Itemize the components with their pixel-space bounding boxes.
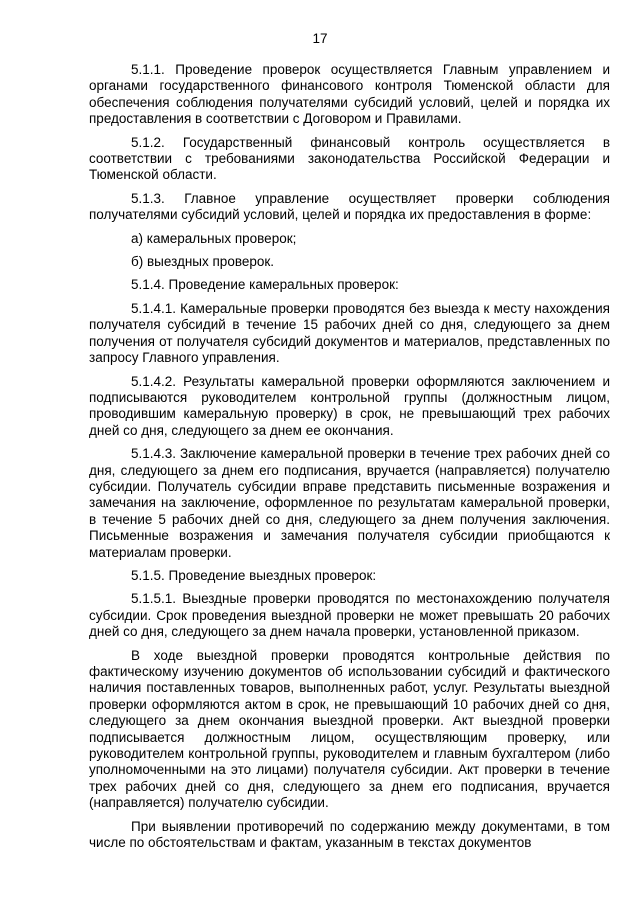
paragraph-5-1-5-1: 5.1.5.1. Выездные проверки проводятся по местонахождению получателя субсидии. Срок проведения выездной проверки не может превышать 20 рабочих дней со дня, следующего за днем начала проверки, установленной приказом. (89, 591, 610, 640)
paragraph-5-1-1: 5.1.1. Проведение проверок осуществляется Главным управлением и органами государственного финансового контроля Тюменской области для обеспечения соблюдения получателями субсидий условий, целей и порядка их предоставления в соответствии с Договором и Правилами. (89, 62, 610, 127)
list-item-a: а) камеральных проверок; (131, 230, 297, 246)
paragraph-5-1-3: 5.1.3. Главное управление осуществляет проверки соблюдения получателями субсидий условий, целей и порядка их предоставления в форме: (89, 190, 610, 223)
paragraph-5-1-4: 5.1.4. Проведение камеральных проверок: (131, 277, 399, 293)
paragraph-5-1-2: 5.1.2. Государственный финансовый контроль осуществляется в соответствии с требованиями законодательства Российской Федерации и Тюменской области. (89, 134, 610, 183)
list-item-b: б) выездных проверок. (131, 254, 275, 270)
paragraph-5-1-4-2: 5.1.4.2. Результаты камеральной проверки оформляются заключением и подписываются руководителем контрольной группы (должностным лицом, проводившим камеральную проверку) в срок, не превышающий трех рабочих дней со дня, следующего за днем ее окончания. (89, 373, 610, 438)
paragraph-5-1-5: 5.1.5. Проведение выездных проверок: (131, 567, 377, 583)
paragraph-5-1-4-3: 5.1.4.3. Заключение камеральной проверки в течение трех рабочих дней со дня, следующего за днем его подписания, вручается (направляется) получателю субсидии. Получатель субсидии вправе представить письменные возражения и замечания на заключение, оформленное по результатам камеральной проверки, в течение 5 рабочих дней со дня, следующего за днем получения заключения. Письменные возражения и замечания получателя субсидии приобщаются к материалам проверки. (89, 446, 610, 560)
paragraph-on-site-audit: В ходе выездной проверки проводятся контрольные действия по фактическому изучению документов об использовании субсидий и фактического наличия поставленных товаров, выполненных работ, услуг. Результаты выездной проверки оформляются актом в срок, не превышающий 10 рабочих дней со дня, следующего за днем окончания выездной проверки. Акт выездной проверки подписывается должностным лицом, осуществляющим проверку, или руководителем контрольной группы, руководителем и главным бухгалтером (либо уполномоченными на это лицами) получателя субсидии. Акт проверки в течение трех рабочих дней со дня, следующего за днем его подписания, вручается (направляется) получателю субсидии. (89, 647, 610, 811)
document-body (89, 62, 610, 851)
page-number: 17 (312, 31, 328, 46)
paragraph-5-1-4-1: 5.1.4.1. Камеральные проверки проводятся без выезда к месту нахождения получателя субсидий в течение 15 рабочих дней со дня, следующего за днем получения от получателя субсидий документов и материалов, представленных по запросу Главного управления. (89, 300, 610, 366)
paragraph-contradictions: При выявлении противоречий по содержанию между документами, в том числе по обстоятельствам и фактам, указанным в текстах документов (89, 818, 610, 851)
